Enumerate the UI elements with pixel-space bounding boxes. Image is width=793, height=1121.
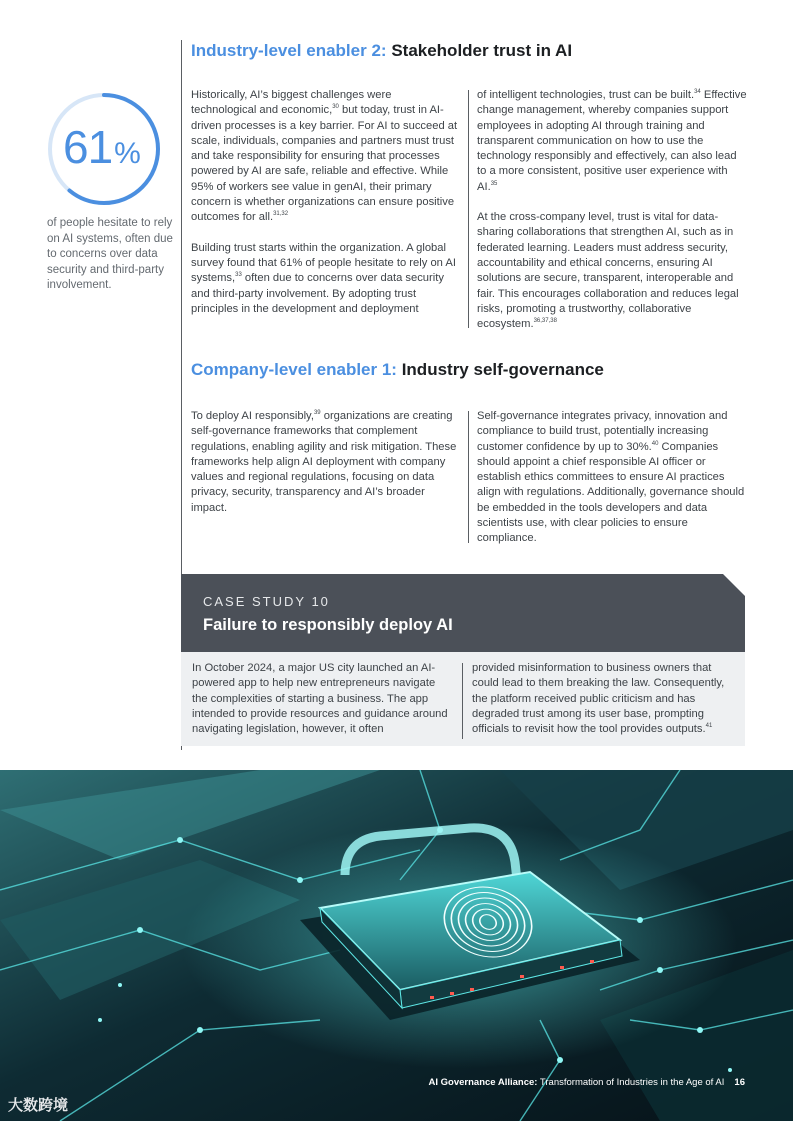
footnote-ref: 36,37,38 xyxy=(533,318,557,325)
red-indicator xyxy=(590,960,594,963)
stat-value xyxy=(63,120,140,174)
paragraph: At the cross-company level, trust is vital for data-sharing collaborations that strengthen AI, such as in federated learning. Leaders must address security, accountability and ethical concerns, ensuring AI solutions are secure, transparent, interoperable and fair. This encourages collaboration and reduces legal risks, promoting a trustworthy, collaborative ecosystem.$^{36,37,38}$ xyxy=(477,211,739,331)
node xyxy=(697,1027,703,1033)
paragraph: Building trust starts within the organization. A global survey found that 61% of people hesitate to rely on AI systems,$^{33}$ often due to concerns over data security and third-party involvement. By adopting trust principles in the development and deployment xyxy=(191,241,456,315)
column-divider xyxy=(468,411,469,543)
node xyxy=(637,917,643,923)
page-number: 16 xyxy=(734,1077,745,1088)
section-heading-self-governance xyxy=(191,359,604,381)
case-right-column xyxy=(472,661,734,737)
section2-left-column xyxy=(191,409,459,531)
red-indicator xyxy=(520,975,524,978)
node xyxy=(557,1057,563,1063)
footnote-ref: 30 xyxy=(332,104,339,111)
node xyxy=(137,927,143,933)
red-indicator xyxy=(450,992,454,995)
footnote-ref: 40 xyxy=(651,440,659,447)
case-corner-cut xyxy=(723,574,745,596)
footer-title: Transformation of Industries in the Age of AI xyxy=(537,1077,725,1088)
red-indicator xyxy=(430,996,434,999)
node xyxy=(728,1068,732,1072)
footnote-ref: 31,32 xyxy=(273,211,289,218)
stat-number: 61 xyxy=(63,121,113,173)
node xyxy=(657,967,663,973)
section1-right-column xyxy=(477,88,747,347)
paragraph: Self-governance integrates privacy, innovation and compliance to build trust, potentially increasing customer confidence by up to 30%.$^{40}$ Companies should appoint a chief responsible AI officer or establish ethics committees to ensure AI practices align with regulations. Additionally, governance should be embedded in the tools developers and data scientists use, with clear policies to ensure compliance. xyxy=(477,410,745,545)
section1-left-column xyxy=(191,88,459,332)
paragraph: Historically, AI’s biggest challenges were technological and economic,$^{30}$ but today, trust in AI-driven processes is a key barrier. For AI to succeed at scale, individuals, companies and partners must trust and take responsibility for ensuring that processes powered by AI are safe, reliable and effective. While 95% of workers see value in genAI, their primary concern is whether organizations can ensure positive outcomes for all.$^{31,32}$ xyxy=(191,89,458,224)
heading-lead: Company-level enabler 1: xyxy=(191,360,397,379)
paragraph: provided misinformation to business owners that could lead to them breaking the law. Consequently, the platform received public criticism and has degraded trust among its user base, prompting officials to revisit how the tool provides outputs.$^{41}$ xyxy=(472,662,725,736)
stat-caption: of people hesitate to rely on AI systems, often due to concerns over data security and third-party involvement. xyxy=(47,217,173,291)
footnote-ref: 41 xyxy=(705,723,713,730)
circuit-lock-illustration xyxy=(0,770,793,1121)
section-heading-stakeholder-trust xyxy=(191,40,572,62)
column-divider xyxy=(468,90,469,328)
node xyxy=(177,837,183,843)
case-left-column xyxy=(192,661,448,737)
case-study-body xyxy=(181,652,745,746)
paragraph: To deploy AI responsibly,$^{39}$ organizations are creating self-governance frameworks that complement regulations, enabling agility and risk mitigation. These frameworks help align AI deployment with company values and regional regulations, focusing on data privacy, security, transparency and AI’s broader impact. xyxy=(191,410,457,514)
case-study-header xyxy=(181,574,745,652)
footnote-ref: 34 xyxy=(694,89,701,95)
footnote-ref: 39 xyxy=(313,410,321,416)
red-indicator xyxy=(560,966,564,969)
heading-title: Stakeholder trust in AI xyxy=(391,41,573,60)
footnote-ref: 35 xyxy=(490,180,498,187)
case-study-title: Failure to responsibly deploy AI xyxy=(203,616,453,634)
red-indicator xyxy=(470,988,474,991)
case-study-label: CASE STUDY 10 xyxy=(203,594,330,609)
heading-lead: Industry-level enabler 2: xyxy=(191,41,387,60)
watermark: 大数跨境 xyxy=(8,1097,69,1114)
footer-publication: AI Governance Alliance: xyxy=(428,1077,538,1088)
hero-image-circuit-lock xyxy=(0,770,793,1121)
section2-right-column xyxy=(477,409,747,562)
heading-title: Industry self-governance xyxy=(401,360,604,379)
paragraph: In October 2024, a major US city launched an AI-powered app to help new entrepreneurs navigate the complexities of starting a business. The app intended to provide resources and guidance around navigating legislation, however, it often xyxy=(192,662,448,736)
paragraph: of intelligent technologies, trust can be built.$^{34}$ Effective change management, whereby companies support employees in adopting AI through training and transparent communication on how to use the technology responsibly and effectively, can also lead to a more consistent, positive user experience with AI.$^{35}$ xyxy=(477,89,747,193)
footnote-ref: 33 xyxy=(235,272,242,279)
node xyxy=(297,877,303,883)
column-divider xyxy=(462,663,463,739)
node xyxy=(98,1018,102,1022)
page-footer xyxy=(429,1077,745,1088)
stat-unit: % xyxy=(114,137,140,170)
node xyxy=(197,1027,203,1033)
node xyxy=(118,983,122,987)
